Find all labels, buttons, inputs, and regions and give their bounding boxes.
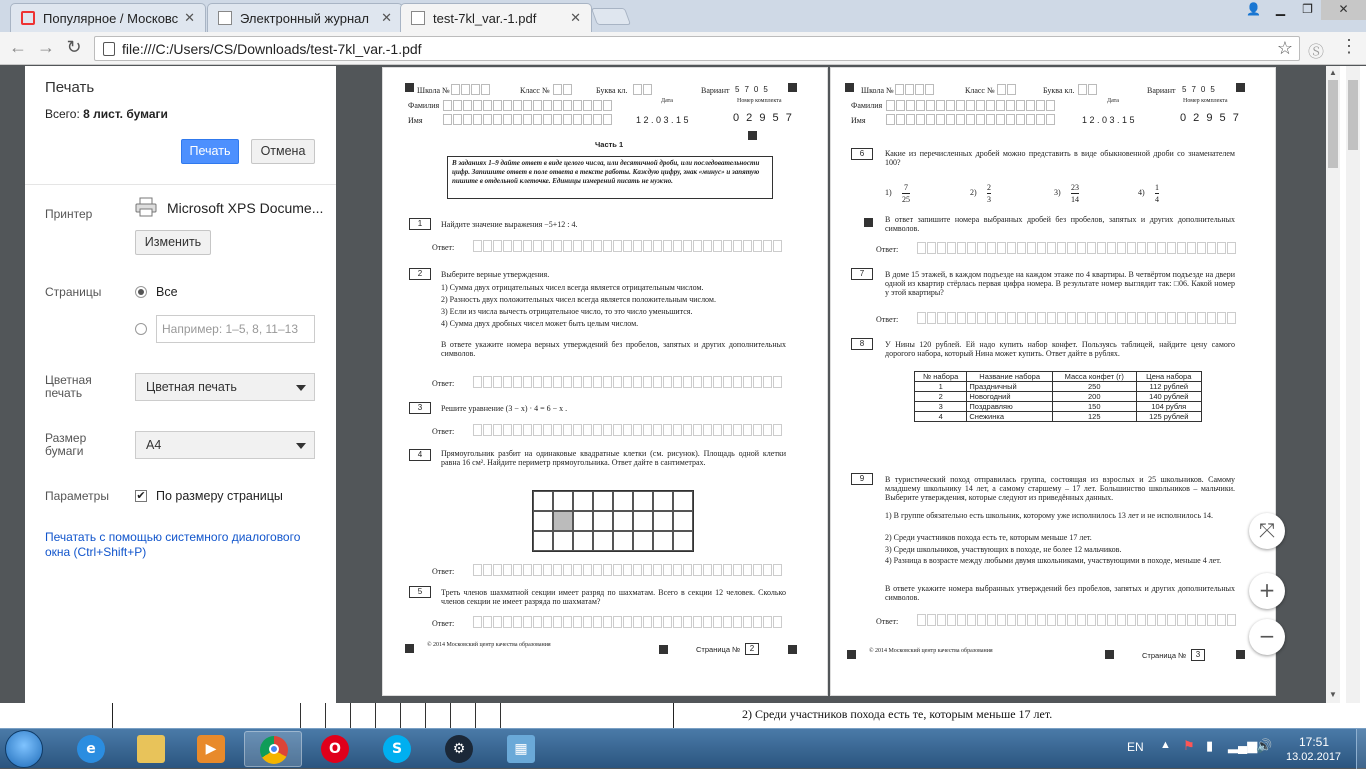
pages-all-radio[interactable] bbox=[135, 286, 147, 298]
fraction: 2 3 bbox=[987, 183, 991, 204]
class-label: Класс № bbox=[965, 86, 995, 95]
new-tab-button[interactable] bbox=[591, 8, 631, 25]
table-cell: 150 bbox=[1052, 402, 1136, 412]
table-header: Название набора bbox=[967, 372, 1053, 382]
question-text: В туристический поход отправилась группа, состоящая из взрослых и 25 школьников. Самому младшему школьнику 14 лет, а самому старшему – 17 лет. Большинство школьников – мальчики. Выберите утверждения, которые следуют из приведённых данных. bbox=[885, 475, 1235, 502]
doc-grid bbox=[300, 703, 504, 728]
question-text: У Нины 120 рублей. Ей надо купить набор конфет. Пользуясь таблицей, найдите цену самого дорогого набора, который Нина может купить. Ответ дайте в рублях. bbox=[885, 340, 1235, 358]
table-cell: 104 рубля bbox=[1136, 402, 1201, 412]
table-header-row bbox=[915, 372, 1202, 382]
answer-grid[interactable] bbox=[473, 376, 828, 388]
answer-label: Ответ: bbox=[876, 245, 899, 254]
back-icon[interactable]: ← bbox=[9, 37, 27, 57]
name-label: Имя bbox=[851, 116, 866, 125]
page-icon bbox=[411, 11, 425, 25]
forward-icon[interactable]: → bbox=[37, 37, 55, 57]
fraction: 7 25 bbox=[902, 183, 910, 204]
answer-grid[interactable] bbox=[473, 240, 828, 252]
pages-label: Страницы bbox=[45, 285, 102, 299]
control-panel-icon: ▦ bbox=[507, 735, 535, 763]
question-number: 4 bbox=[409, 449, 431, 461]
minimize-icon[interactable]: ▁ bbox=[1275, 2, 1286, 16]
date-value: 1 2 . 0 3 . 1 5 bbox=[636, 115, 689, 125]
clock-time[interactable]: 17:51 bbox=[1299, 735, 1330, 749]
system-dialog-link[interactable]: Печатать с помощью системного диалогового окна (Ctrl+Shift+P) bbox=[45, 530, 301, 559]
user-icon[interactable]: 👤 bbox=[1246, 2, 1261, 16]
background-text: 2) Среди участников похода есть те, которым меньше 17 лет. bbox=[742, 707, 1053, 721]
question-number: 5 bbox=[409, 586, 431, 598]
skype-extension-icon[interactable]: Ⓢ bbox=[1308, 44, 1325, 61]
question-number: 9 bbox=[851, 473, 873, 485]
corner-marker bbox=[405, 83, 414, 92]
zoom-in-icon[interactable]: + bbox=[1249, 573, 1285, 609]
tab-label: Популярное / Московс bbox=[43, 11, 179, 26]
list-item: 3) Среди школьников, участвующих в походе, не более 12 мальчиков. bbox=[885, 545, 1122, 554]
corner-marker bbox=[1236, 83, 1245, 92]
question-number: 1 bbox=[409, 218, 431, 230]
scroll-track bbox=[1346, 66, 1360, 703]
school-label: Школа № bbox=[861, 86, 894, 95]
show-desktop-button[interactable] bbox=[1356, 729, 1366, 769]
page-label: Страница № bbox=[1142, 651, 1187, 660]
answer-label: Ответ: bbox=[432, 379, 455, 388]
list-item: 4) Разница в возрасте между любыми двумя школьниками, участвующими в походе, меньше 4 лет. bbox=[885, 556, 1222, 565]
print-preview bbox=[336, 66, 1326, 703]
table-row bbox=[915, 402, 1202, 412]
corner-marker bbox=[405, 644, 414, 653]
change-printer-button[interactable]: Изменить bbox=[135, 230, 211, 255]
background-document bbox=[0, 703, 1366, 728]
question-number: 3 bbox=[409, 402, 431, 414]
instructions-box: В заданиях 1–9 дайте ответ в виде целого числа, или десятичной дроби, или последовательности цифр. Запишите ответ в поле ответа в тексте работы. Каждую цифру, знак «минус» и запятую пишите в отдельной клеточке. Единицы измерений писать не нужно. bbox=[447, 156, 773, 199]
clock-date[interactable]: 13.02.2017 bbox=[1286, 751, 1342, 763]
paper-size-select[interactable]: A4 bbox=[135, 431, 315, 459]
answer-label: Ответ: bbox=[432, 243, 455, 252]
fraction: 23 14 bbox=[1071, 183, 1079, 204]
question-note: В ответе укажите номера выбранных утверждений без пробелов, запятых и других дополнительных символов. bbox=[885, 584, 1235, 602]
zoom-out-icon[interactable]: − bbox=[1249, 619, 1285, 655]
print-title: Печать bbox=[45, 79, 95, 96]
control-panel-taskbar-button[interactable] bbox=[492, 731, 550, 767]
question-text: Найдите значение выражения −5+12 : 4. bbox=[441, 220, 578, 229]
color-label: Цветная печать bbox=[45, 373, 92, 400]
opera-icon: O bbox=[321, 735, 349, 763]
answer-label: Ответ: bbox=[432, 427, 455, 436]
url-text: file:///C:/Users/CS/Downloads/test-7kl_var.-1.pdf bbox=[122, 41, 422, 57]
table-cell: 140 рублей bbox=[1136, 392, 1201, 402]
table-cell: 2 bbox=[915, 392, 967, 402]
fit-page-icon[interactable]: ⤧ bbox=[1249, 513, 1285, 549]
table-header: Цена набора bbox=[1136, 372, 1201, 382]
kit-value: 0 2 9 5 7 bbox=[733, 112, 794, 124]
fraction: 1 4 bbox=[1155, 183, 1159, 204]
star-icon[interactable]: ☆ bbox=[1276, 38, 1293, 58]
kit-value: 0 2 9 5 7 bbox=[1180, 112, 1241, 124]
corner-marker bbox=[847, 650, 856, 659]
print-button[interactable]: Печать bbox=[181, 139, 239, 164]
table-cell: 125 рублей bbox=[1136, 412, 1201, 422]
corner-marker bbox=[748, 131, 757, 140]
chrome-taskbar-button[interactable] bbox=[244, 731, 302, 767]
taskbar bbox=[0, 728, 1366, 768]
pages-all-label: Все bbox=[156, 285, 178, 299]
letter-grid bbox=[1078, 84, 1098, 95]
printer-icon bbox=[135, 197, 157, 217]
question-text: Выберите верные утверждения. bbox=[441, 270, 550, 279]
fraction-option: 3) bbox=[1054, 188, 1061, 197]
surname-label: Фамилия bbox=[408, 101, 440, 110]
list-item: 1) В группе обязательно есть школьник, которому уже исполнилось 13 лет и не исполнилось 14. bbox=[885, 511, 1213, 520]
scroll-thumb[interactable] bbox=[1348, 80, 1358, 150]
question-text: В доме 15 этажей, в каждом подъезде на каждом этаже по 4 квартиры. В четвёртом подъезде на двери одной из квартир стёрлась первая цифра номера. В результате номер выглядит так: □06. Какой номер у этой квартиры? bbox=[885, 270, 1235, 297]
variant-value: 5705 bbox=[735, 85, 773, 94]
table-cell: 1 bbox=[915, 382, 967, 392]
variant-label: Вариант bbox=[1147, 86, 1176, 95]
menu-icon[interactable]: ⋮ bbox=[1340, 36, 1358, 56]
table-header: № набора bbox=[915, 372, 967, 382]
volume-icon[interactable]: 🔊 bbox=[1256, 738, 1273, 753]
explorer-taskbar-button[interactable] bbox=[122, 731, 180, 767]
table-row bbox=[915, 392, 1202, 402]
list-item: 3) Если из числа вычесть отрицательное число, то это число уменьшится. bbox=[441, 307, 693, 316]
media-player-icon: ▶ bbox=[197, 735, 225, 763]
page-icon bbox=[21, 11, 35, 25]
answer-label: Ответ: bbox=[432, 619, 455, 628]
answer-label: Ответ: bbox=[432, 567, 455, 576]
table-header: Масса конфет (г) bbox=[1052, 372, 1136, 382]
close-icon[interactable]: ✕ bbox=[184, 10, 195, 25]
name-grid bbox=[443, 114, 613, 125]
table-cell: Снежинка bbox=[967, 412, 1053, 422]
printer-name: Microsoft XPS Docume... bbox=[167, 200, 324, 216]
name-label: Имя bbox=[408, 116, 423, 125]
media-taskbar-button[interactable] bbox=[182, 731, 240, 767]
letter-label: Буква кл. bbox=[596, 86, 628, 95]
pages-input[interactable]: Например: 1–5, 8, 11–13 bbox=[156, 315, 315, 343]
question-text: Решите уравнение (3 − x) · 4 = 6 − x . bbox=[441, 404, 568, 413]
tab-label: test-7kl_var.-1.pdf bbox=[433, 11, 537, 26]
steam-icon: ⚙ bbox=[445, 735, 473, 763]
skype-icon: S bbox=[383, 735, 411, 763]
page-number: 3 bbox=[1191, 649, 1205, 661]
answer-label: Ответ: bbox=[876, 617, 899, 626]
preview-page-2 bbox=[382, 67, 828, 696]
preview-page-3 bbox=[830, 67, 1276, 696]
question-number: 8 bbox=[851, 338, 873, 350]
corner-marker bbox=[864, 218, 873, 227]
table-cell: 112 рублей bbox=[1136, 382, 1201, 392]
reload-icon[interactable]: ↻ bbox=[66, 37, 82, 57]
page-icon bbox=[218, 11, 232, 25]
answer-grid[interactable] bbox=[917, 242, 1272, 254]
network-icon[interactable]: ▂▄▆ bbox=[1228, 738, 1258, 753]
question-note: В ответе укажите номера верных утверждений без пробелов, запятых и других дополнительных символов. bbox=[441, 340, 786, 358]
corner-marker bbox=[788, 645, 797, 654]
battery-icon[interactable]: ▮ bbox=[1206, 738, 1214, 753]
preview-scrollbar[interactable] bbox=[1326, 66, 1340, 703]
answer-label: Ответ: bbox=[876, 315, 899, 324]
question-number: 6 bbox=[851, 148, 873, 160]
close-icon[interactable]: ✕ bbox=[381, 10, 392, 25]
table-cell: 200 bbox=[1052, 392, 1136, 402]
print-panel bbox=[25, 66, 336, 703]
toolbar bbox=[0, 32, 1366, 65]
language-indicator[interactable]: EN bbox=[1127, 740, 1144, 754]
page-footer: © 2014 Московский центр качества образования bbox=[427, 642, 551, 648]
corner-marker bbox=[659, 645, 668, 654]
list-item: 2) Среди участников похода есть те, которым меньше 17 лет. bbox=[885, 533, 1092, 542]
page-label: Страница № bbox=[696, 645, 741, 654]
tab-popular[interactable] bbox=[10, 3, 206, 32]
surname-label: Фамилия bbox=[851, 101, 883, 110]
pages-custom-radio[interactable] bbox=[135, 323, 147, 335]
class-grid bbox=[553, 84, 573, 95]
table-cell: Поздравляю bbox=[967, 402, 1053, 412]
params-label: Параметры bbox=[45, 489, 109, 503]
ie-icon: e bbox=[77, 735, 105, 763]
table-row bbox=[915, 412, 1202, 422]
answer-grid[interactable] bbox=[473, 564, 828, 576]
opera-taskbar-button[interactable] bbox=[306, 731, 364, 767]
surname-grid bbox=[886, 100, 1056, 111]
file-icon bbox=[103, 42, 115, 56]
flag-icon[interactable]: ⚑ bbox=[1183, 738, 1195, 753]
table-cell: Праздничный bbox=[967, 382, 1053, 392]
folder-icon bbox=[137, 735, 165, 763]
part-title: Часть 1 bbox=[595, 140, 624, 149]
question-number: 2 bbox=[409, 268, 431, 280]
restore-icon[interactable]: ❐ bbox=[1302, 2, 1313, 16]
scroll-down-icon[interactable]: ▼ bbox=[1329, 690, 1337, 699]
divider bbox=[25, 184, 336, 185]
tab-pdf[interactable] bbox=[400, 3, 592, 32]
letter-grid bbox=[633, 84, 653, 95]
corner-marker bbox=[1236, 650, 1245, 659]
page-footer: © 2014 Московский центр качества образования bbox=[869, 648, 993, 654]
class-label: Класс № bbox=[520, 86, 550, 95]
page-scrollbar[interactable] bbox=[1340, 66, 1366, 703]
school-grid bbox=[895, 84, 935, 95]
answer-grid[interactable] bbox=[473, 616, 828, 628]
corner-marker bbox=[788, 83, 797, 92]
name-grid bbox=[886, 114, 1056, 125]
variant-label: Вариант bbox=[701, 86, 730, 95]
tab-label: Электронный журнал bbox=[240, 11, 369, 26]
question-number: 7 bbox=[851, 268, 873, 280]
skype-taskbar-button[interactable] bbox=[368, 731, 426, 767]
question-text: Какие из перечисленных дробей можно представить в виде обыкновенной дроби со знаменателем 100? bbox=[885, 149, 1235, 167]
surname-grid bbox=[443, 100, 613, 111]
fraction-option: 1) bbox=[885, 188, 892, 197]
scroll-up-icon[interactable]: ▲ bbox=[1329, 68, 1337, 77]
table-cell: 250 bbox=[1052, 382, 1136, 392]
rectangle-figure bbox=[532, 490, 694, 552]
page-number: 2 bbox=[745, 643, 759, 655]
question-text: Прямоугольник разбит на одинаковые квадратные клетки (см. рисунок). Площадь одной клетки равна 16 см². Найдите периметр прямоугольника. Ответ дайте в сантиметрах. bbox=[441, 449, 786, 467]
table-row bbox=[915, 382, 1202, 392]
date-value: 1 2 . 0 3 . 1 5 bbox=[1082, 115, 1135, 125]
question-note: В ответ запишите номера выбранных дробей без пробелов, запятых и других дополнительных символов. bbox=[885, 215, 1235, 233]
paper-size-label: Размер бумаги bbox=[45, 431, 87, 458]
chrome-icon bbox=[260, 736, 288, 764]
scroll-thumb[interactable] bbox=[1328, 80, 1338, 168]
corner-marker bbox=[1105, 650, 1114, 659]
table-cell: Новогодний bbox=[967, 392, 1053, 402]
school-label: Школа № bbox=[417, 86, 450, 95]
letter-label: Буква кл. bbox=[1043, 86, 1075, 95]
tab-bar bbox=[0, 0, 1366, 32]
address-bar[interactable] bbox=[94, 36, 1300, 61]
total-sheets: Всего: 8 лист. бумаги bbox=[45, 107, 168, 121]
answer-grid[interactable] bbox=[917, 614, 1272, 626]
answer-grid[interactable] bbox=[473, 424, 828, 436]
printer-label: Принтер bbox=[45, 207, 93, 221]
class-grid bbox=[997, 84, 1017, 95]
ie-taskbar-button[interactable] bbox=[62, 731, 120, 767]
color-select[interactable]: Цветная печать bbox=[135, 373, 315, 401]
cancel-button[interactable]: Отмена bbox=[251, 139, 315, 164]
tab-journal[interactable] bbox=[207, 3, 403, 32]
fraction-option: 4) bbox=[1138, 188, 1145, 197]
list-item: 1) Сумма двух отрицательных чисел всегда является отрицательным числом. bbox=[441, 283, 704, 292]
corner-marker bbox=[845, 83, 854, 92]
steam-taskbar-button[interactable] bbox=[430, 731, 488, 767]
date-label: Дата bbox=[661, 98, 673, 104]
start-button[interactable] bbox=[5, 730, 43, 768]
close-icon[interactable]: ✕ bbox=[570, 10, 581, 25]
window-controls bbox=[1240, 0, 1366, 20]
candy-table bbox=[914, 371, 1202, 422]
close-window-icon[interactable]: ✕ bbox=[1321, 0, 1366, 20]
question-text: Треть членов шахматной секции имеет разряд по шахматам. Всего в секции 12 человек. Сколько членов секции не имеет разряда по шахматам? bbox=[441, 588, 786, 606]
fraction-option: 2) bbox=[970, 188, 977, 197]
kit-label: Номер комплекта bbox=[737, 98, 782, 104]
fit-to-page-checkbox[interactable]: ✔ bbox=[136, 490, 146, 502]
table-cell: 125 bbox=[1052, 412, 1136, 422]
school-grid bbox=[451, 84, 491, 95]
answer-grid[interactable] bbox=[917, 312, 1272, 324]
fit-to-page-label: По размеру страницы bbox=[156, 489, 283, 503]
variant-value: 5705 bbox=[1182, 85, 1220, 94]
table-cell: 4 bbox=[915, 412, 967, 422]
list-item: 4) Сумма двух дробных чисел может быть целым числом. bbox=[441, 319, 639, 328]
table-cell: 3 bbox=[915, 402, 967, 412]
date-label: Дата bbox=[1107, 98, 1119, 104]
list-item: 2) Разность двух положительных чисел всегда является положительным числом. bbox=[441, 295, 716, 304]
tray-expand-icon[interactable]: ▲ bbox=[1160, 739, 1171, 751]
kit-label: Номер комплекта bbox=[1183, 98, 1228, 104]
